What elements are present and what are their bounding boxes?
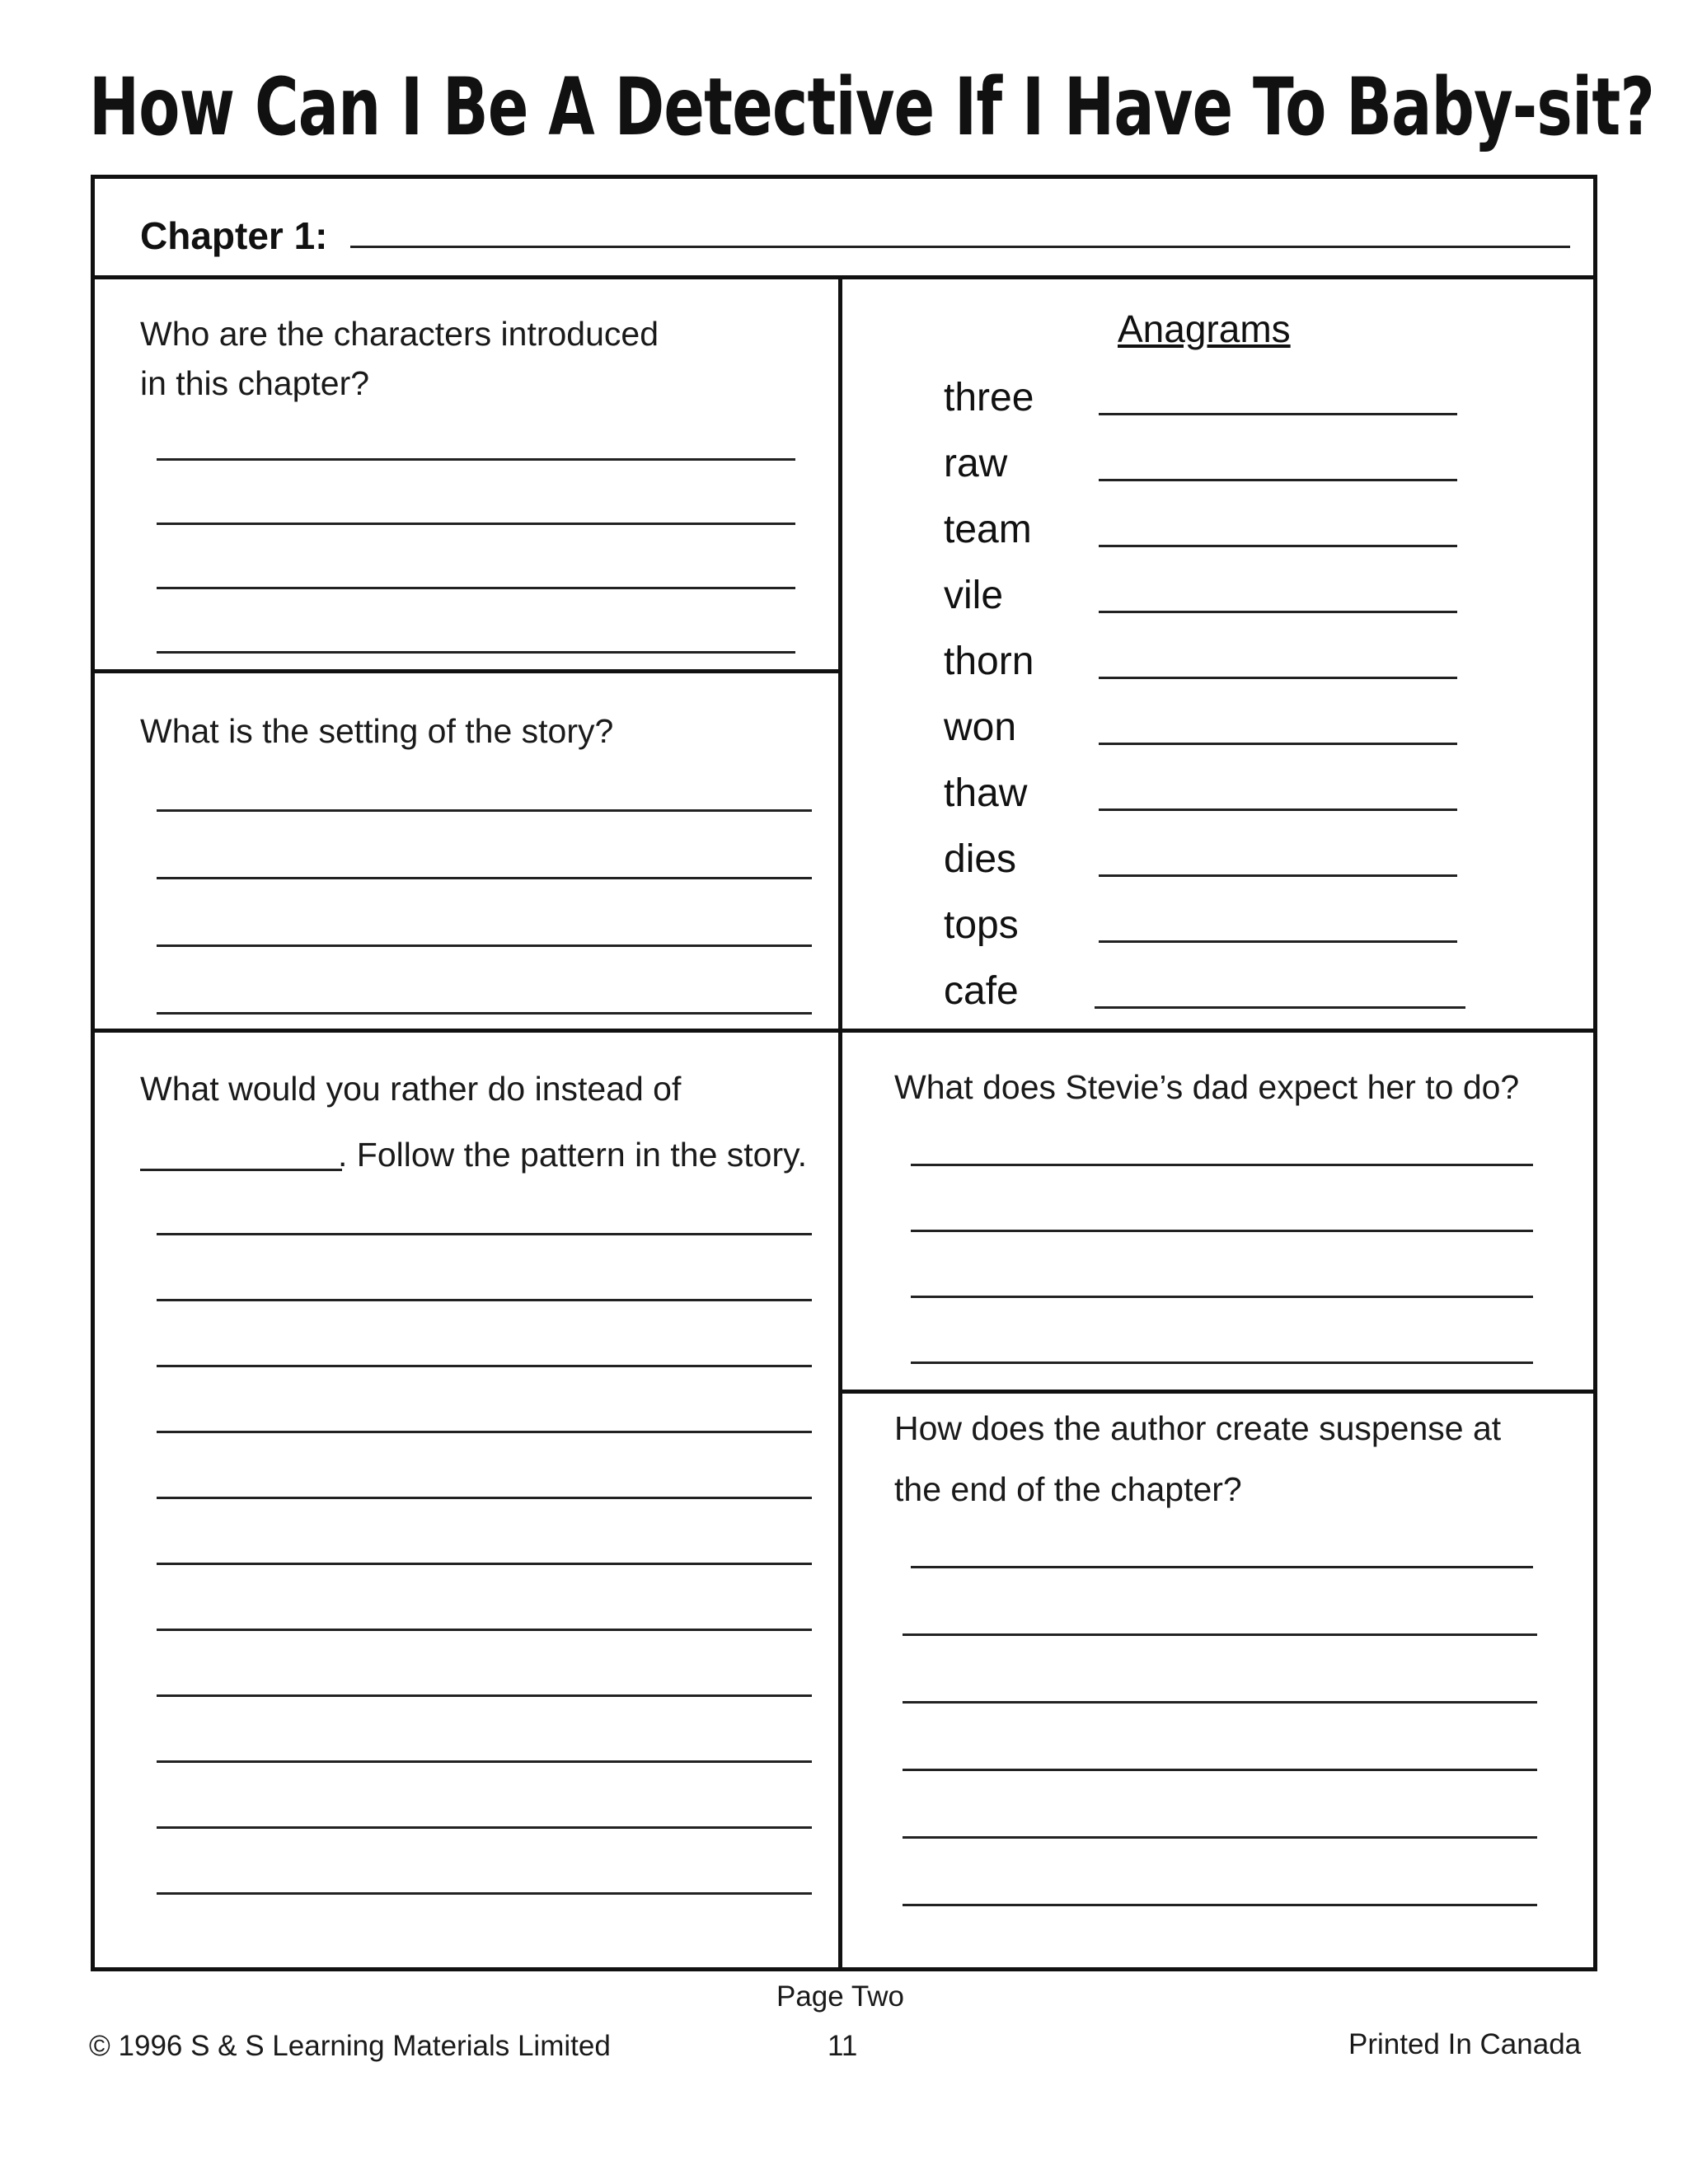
answer-line[interactable] [157, 523, 795, 525]
answer-line[interactable] [903, 1701, 1537, 1704]
answer-line[interactable] [157, 587, 795, 589]
anagram-answer-line[interactable] [1095, 1006, 1465, 1009]
chapter-divider [91, 275, 1597, 279]
copyright-text: © 1996 S & S Learning Materials Limited [89, 2030, 611, 2062]
question-rather-line2: . Follow the pattern in the story. [338, 1136, 807, 1174]
anagram-answer-line[interactable] [1099, 677, 1457, 679]
answer-line[interactable] [157, 1233, 812, 1235]
question-rather-line1: What would you rather do instead of [140, 1070, 682, 1108]
answer-line[interactable] [911, 1566, 1533, 1568]
anagram-answer-line[interactable] [1099, 545, 1457, 547]
question-dad: What does Stevie’s dad expect her to do? [894, 1068, 1520, 1106]
answer-line[interactable] [157, 944, 812, 947]
page-label: Page Two [776, 1980, 905, 2013]
anagram-answer-line[interactable] [1099, 874, 1457, 877]
anagrams-heading: Anagrams [1118, 307, 1291, 350]
question-suspense-line1: How does the author create suspense at [894, 1409, 1502, 1447]
anagram-word: dies [944, 837, 1017, 881]
answer-line[interactable] [157, 458, 795, 461]
question-setting: What is the setting of the story? [140, 712, 614, 750]
anagram-answer-line[interactable] [1099, 743, 1457, 745]
anagram-word: won [944, 705, 1017, 749]
answer-line[interactable] [911, 1296, 1533, 1298]
answer-line[interactable] [157, 1694, 812, 1697]
answer-line[interactable] [157, 1299, 812, 1301]
fill-in-blank-line[interactable] [140, 1169, 342, 1171]
anagram-word: three [944, 376, 1034, 419]
question-suspense-line2: the end of the chapter? [894, 1470, 1242, 1508]
answer-line[interactable] [911, 1230, 1533, 1232]
anagram-word: thorn [944, 640, 1034, 683]
anagram-answer-line[interactable] [1099, 413, 1457, 415]
chapter-label: Chapter 1: [140, 214, 328, 257]
answer-line[interactable] [157, 1497, 812, 1499]
question-characters-line2: in this chapter? [140, 364, 370, 402]
anagram-word: vile [944, 574, 1004, 617]
answer-line[interactable] [157, 1892, 812, 1895]
anagram-word: thaw [944, 771, 1028, 815]
anagram-word: team [944, 508, 1032, 551]
answer-line[interactable] [157, 1365, 812, 1367]
answer-line[interactable] [157, 1629, 812, 1631]
answer-line[interactable] [157, 1012, 812, 1015]
anagram-word: raw [944, 442, 1008, 485]
answer-line[interactable] [903, 1769, 1537, 1771]
page-number: 11 [828, 2030, 858, 2062]
anagram-word: tops [944, 903, 1019, 947]
answer-line[interactable] [911, 1164, 1533, 1166]
chapter-answer-line[interactable] [350, 246, 1570, 248]
answer-line[interactable] [911, 1361, 1533, 1364]
answer-line[interactable] [903, 1904, 1537, 1906]
answer-line[interactable] [903, 1633, 1537, 1636]
center-divider [838, 275, 842, 1971]
anagram-answer-line[interactable] [1099, 940, 1457, 943]
right-bottom-divider [841, 1390, 1597, 1394]
answer-line[interactable] [157, 809, 812, 812]
anagram-answer-line[interactable] [1099, 808, 1457, 811]
anagram-answer-line[interactable] [1099, 611, 1457, 613]
middle-divider [91, 1029, 1597, 1033]
question-characters-line1: Who are the characters introduced [140, 315, 659, 353]
answer-line[interactable] [157, 1826, 812, 1829]
printed-in-text: Printed In Canada [1348, 2028, 1582, 2060]
answer-line[interactable] [157, 651, 795, 654]
answer-line[interactable] [157, 1431, 812, 1433]
answer-line[interactable] [903, 1836, 1537, 1839]
anagram-word: cafe [944, 969, 1019, 1013]
anagram-answer-line[interactable] [1099, 479, 1457, 481]
answer-line[interactable] [157, 877, 812, 879]
left-top-divider [91, 669, 841, 673]
answer-line[interactable] [157, 1563, 812, 1565]
answer-line[interactable] [157, 1760, 812, 1763]
page-title: How Can I Be A Detective If I Have To Baby-sit? [89, 61, 1655, 153]
